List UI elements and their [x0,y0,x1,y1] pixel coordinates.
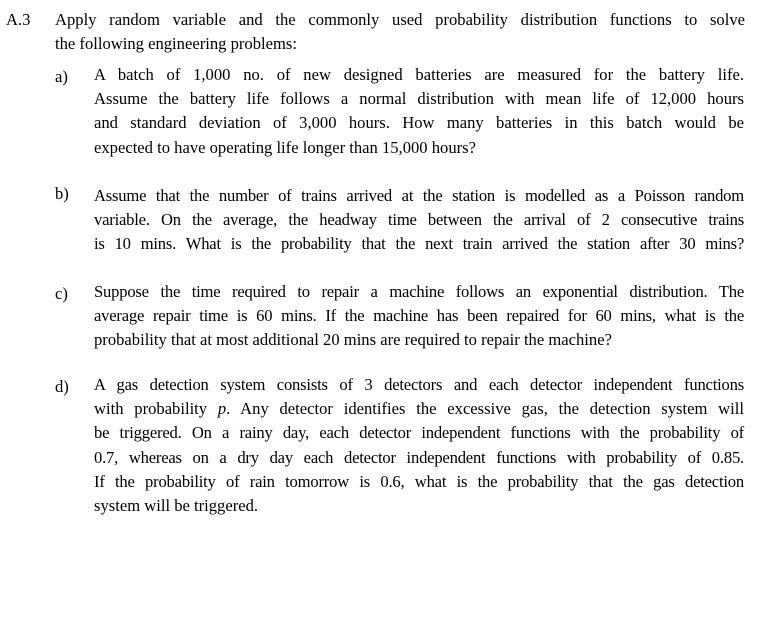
part-c-line-1: Suppose the time required to repair a machine follows an exponential distribution. The [94,282,744,301]
part-text-d [94,373,744,518]
part-text-c [94,280,744,353]
part-d-line-2-before: with probability [94,399,218,419]
part-c-line-2: average repair time is 60 mins. If the machine has been repaired for 60 mins, what is the [94,306,744,326]
part-label-b: b) [55,184,69,203]
part-d-line-3: be triggered. On a rainy day, each detector independent functions with the probability of [94,423,744,443]
part-d-line-1: A gas detection system consists of 3 detectors and each detector independent functions [94,375,744,394]
part-d-line-2-after: . Any detector identifies the excessive gas, the detection system will [226,399,744,419]
part-d-line-4: 0.7, whereas on a dry day each detector independent functions with probability of 0.85. [94,447,744,467]
part-a-line-2: Assume the battery life follows a normal distribution with mean life of 12,000 hours [94,89,744,109]
part-b-line-3: is 10 mins. What is the probability that the next train arrived the station after 30 mins? [94,234,744,254]
part-a-line-1: A batch of 1,000 no. of new designed batteries are measured for the battery life. [94,65,744,84]
part-b-line-2: variable. On the average, the headway time between the arrival of 2 consecutive trains [94,210,744,230]
question-intro-line-2: the following engineering problems: [55,34,297,54]
part-d-line-5: If the probability of rain tomorrow is 0.6, what is the probability that the gas detection [94,471,744,491]
part-b-line-1: Assume that the number of trains arrived at the station is modelled as a Poisson random [94,186,744,205]
part-label-a: a) [55,67,68,86]
part-c-line-3: probability that at most additional 20 mins are required to repair the machine? [94,330,612,350]
part-d-line-6: system will be triggered. [94,496,259,516]
part-text-a [94,63,744,160]
variable-p: p [217,399,227,419]
part-text-b [94,184,744,257]
part-a-line-3: and standard deviation of 3,000 hours. How many batteries in this batch would be [94,113,744,133]
question-number: A.3 [6,10,31,29]
part-label-c: c) [55,284,68,303]
part-label-d: d) [55,377,69,396]
part-d-line-2 [94,397,744,421]
part-a-line-4: expected to have operating life longer than 15,000 hours? [94,137,476,157]
question-intro [55,8,745,56]
question-intro-line-1: Apply random variable and the commonly used probability distribution functions to solve [55,10,745,29]
